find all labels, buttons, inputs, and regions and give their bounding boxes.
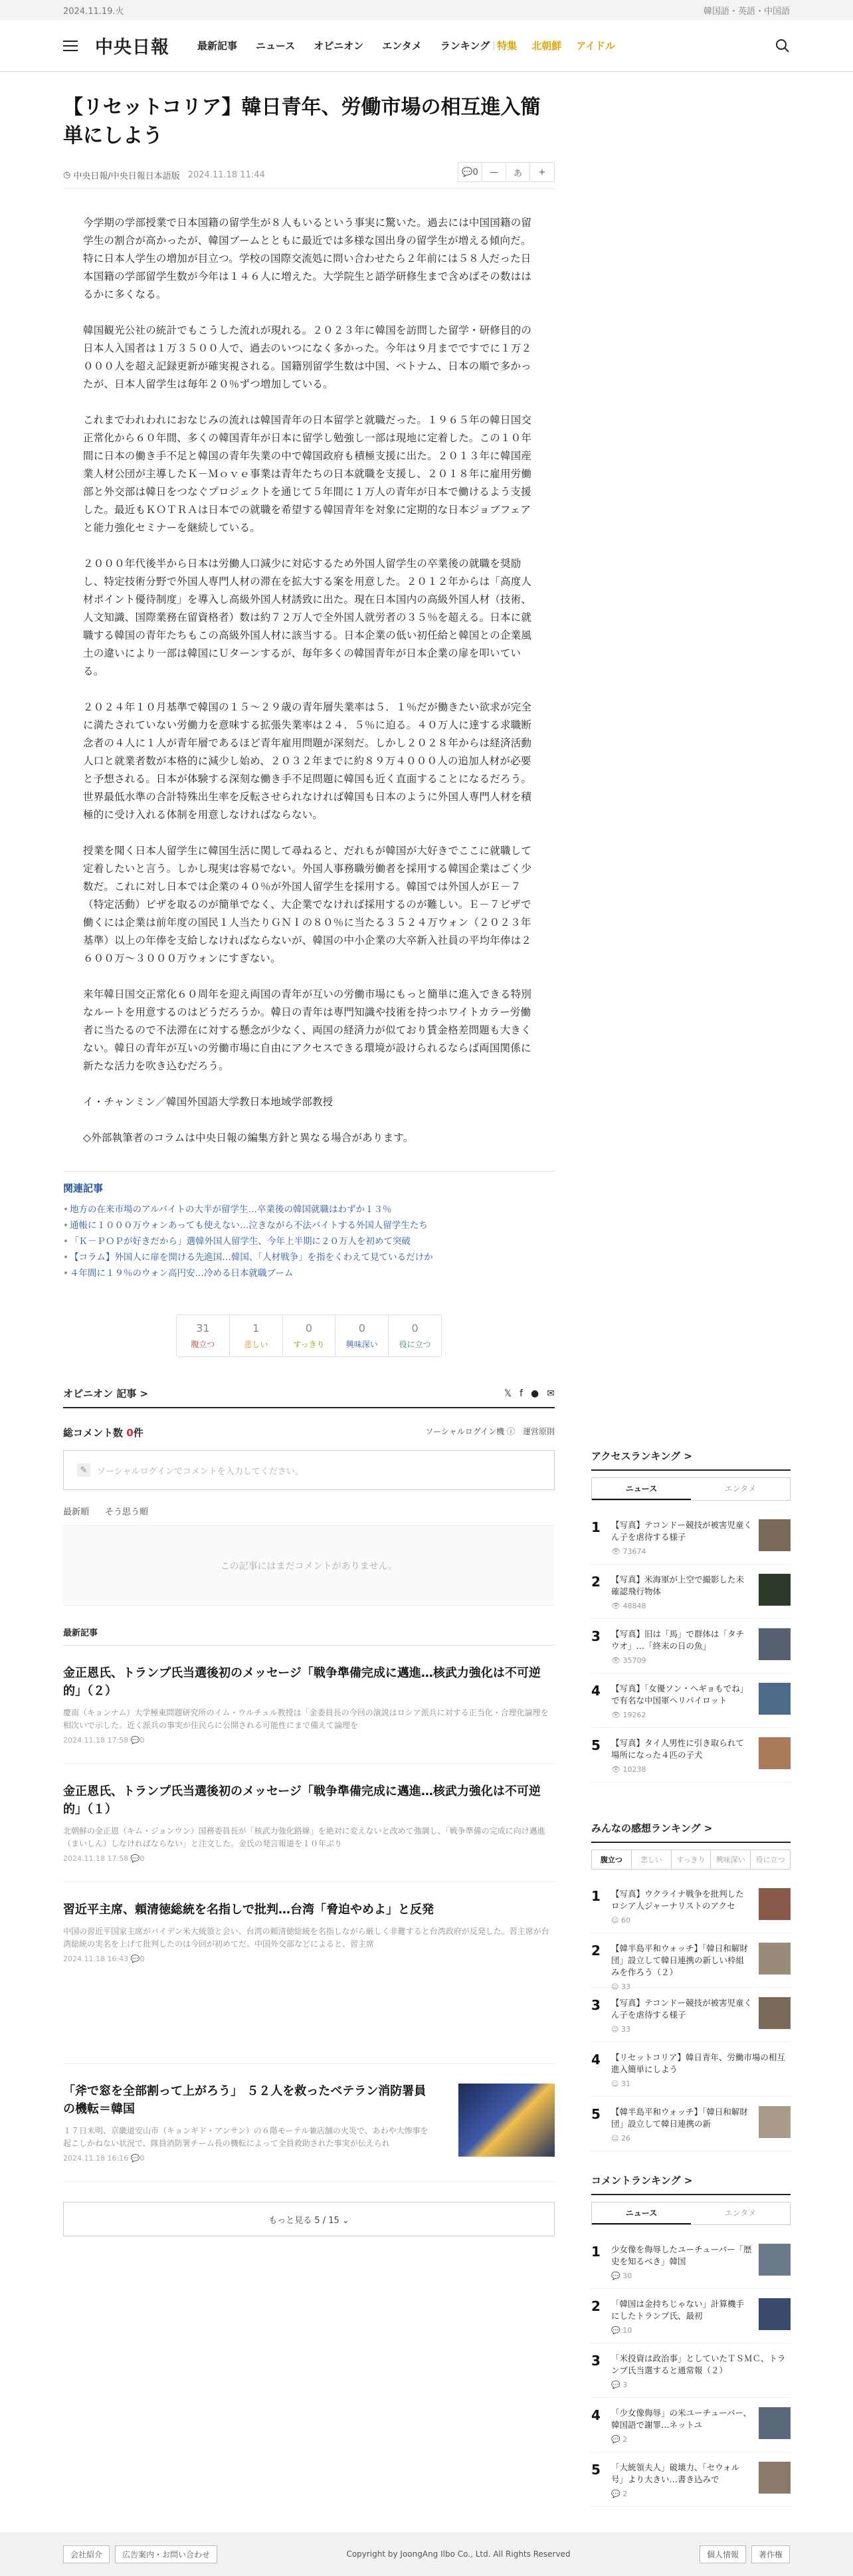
social-login-button[interactable]: ソーシャルログイン機 ⓘ	[425, 1427, 515, 1436]
opinion-bar	[63, 1386, 555, 1408]
tab-news[interactable]: ニュース	[592, 1478, 691, 1500]
tab-angry[interactable]: 腹立つ	[592, 1850, 632, 1869]
share-icons	[504, 1388, 555, 1399]
company-link[interactable]: 会社紹介	[63, 2545, 110, 2563]
rank-item[interactable]: 1 少女像を侮辱したユーチューバー「歴史を知るべき」韓国 💬 30	[591, 2234, 791, 2289]
top-utility-bar	[0, 0, 853, 20]
reaction-sad[interactable]: 1 悲しい	[230, 1315, 283, 1356]
menu-news[interactable]: ニュース	[256, 40, 296, 52]
load-more-button[interactable]: もっと見る 5 / 15 ⌄	[63, 2202, 555, 2236]
news-item[interactable]: 習近平主席、頼清徳総統を名指しで批判…台湾「脅迫やめよ」と反発 中国の習近平国家主席がバイデン米大統領と会い、台湾の頼清徳総統を名指しながら厳しく非難すると台湾政府が反発した。習主席が台湾総統の実名を上げて批判したのは今回が初めてだ。中国外交部などによると、習主席 2024.11.18 16:43 💬0	[63, 1882, 555, 2064]
menu-icon[interactable]	[63, 41, 78, 51]
rank-item[interactable]: 2 「韓国は金持ちじゃない」計算機手にしたトランプ氏、最初 💬 10	[591, 2289, 791, 2343]
latest-label: 最新記事	[63, 1626, 555, 1646]
paragraph: ２０２４年１０月基準で韓国の１５～２９歳の青年層失業率は５．１％だが働きたい欲求が完全に満たされていない労働力を意味する拡張失業率は２４．５％に迫る。４０万人に達する求職断念者の４人に１人が青年層であるほど青年雇用問題が深刻だ。しかし２０２８年からは経済活動人口と就業者数が本格的に減少し始め、２０３２年までに約８９万４０００人の追加人材が必要と予想される。日本が体験する深刻な働き手不足問題に韓国も近く直面することになるだろう。世界最低水準の合計特殊出生率を反転させられなければ韓国も日本のように外国人専門人材を積極的に受け入れる体制を用意しなければならない。	[83, 701, 532, 821]
reaction-interesting[interactable]: 0 興味深い	[335, 1315, 389, 1356]
article-meta	[63, 162, 555, 189]
paragraph: 今学期の学部授業で日本国籍の留学生が８人もいるという事実に驚いた。過去には中国国籍の留学生の割合が高かったが、韓国ブームとともに最近では多様な国出身の留学生が増える傾向だ。特に日本人学生の増加が目立つ。学校の国際交流処に問い合わせたら２年前には５８人だった日本国籍の学部留学生数が今年は１４６人に増えた。大学院生と語学研修生まで含めばその数ははるかに多くなる。	[83, 217, 532, 300]
rank-item[interactable]: 5 【韓半島平和ウォッチ】「韓日和解財団」設立して韓日連携の新 ☺ 26	[591, 2097, 791, 2151]
comment-count-button[interactable]: 💬 0	[458, 163, 482, 181]
sort-latest[interactable]: 最新順	[63, 1507, 90, 1517]
opinion-link[interactable]: オピニオン 記事 >	[63, 1388, 149, 1400]
reaction-bar	[176, 1315, 442, 1357]
rank-item[interactable]: 4 【リセットコリア】韓日青年、労働市場の相互進入簡単にしよう ☺ 31	[591, 2042, 791, 2097]
paragraph: 韓国観光公社の統計でもこうした流れが現れる。２０２３年に韓国を訪問した留学・研修目的の日本人入国者は１万３５００人で、過去のいつになく多かった。今年は９月までですでに１万２０００人を超え記録更新が確実視される。国籍別留学生数は中国、ベトナム、日本の順で多かったが、日本人留学生は毎年２０％ずつ増加している。	[83, 324, 532, 390]
paragraph: ２０００年代後半から日本は労働人口減少に対応するため外国人留学生の卒業後の就職を奨励し、特定技術分野で外国人専門人材の滞在を拡大する案を用意した。２０１２年からは「高度人材ポイント優待制度」を導入し高級外国人材誘致に出た。現在日本国内の高級外国人材（技術、人文知識、国際業務在留資格者）数は約７２万人で全外国人就労者の３５％を超える。日本に就職する韓国の青年たちもこの高級外国人材に該当する。日本企業の低い初任給と韓国との企業風土の違いにより一部は韓国にＵターンするが、毎年多くの韓国青年が日本企業の扉を叩いている。	[83, 558, 532, 677]
news-thumbnail	[458, 2084, 555, 2157]
comment-count: 0	[126, 1427, 134, 1439]
menu-latest[interactable]: 最新記事	[197, 40, 238, 52]
copyright: Copyright by JoongAng Ilbo Co., Ltd. All Rights Reserved	[346, 2549, 571, 2559]
author-line: イ・チャンミン／韓国外国語大学教日本地域学部教授	[83, 1096, 333, 1108]
clock-icon: ◷	[63, 170, 71, 180]
font-size-icon: あ	[506, 163, 530, 181]
font-increase-button[interactable]: +	[538, 167, 546, 177]
rank-item[interactable]: 1 【写真】ウクライナ戦争を批判したロシア人ジャーナリストのアクセ ☺ 60	[591, 1879, 791, 1933]
related-link[interactable]: • 【コラム】外国人に扉を開ける先進国…韓国、「人材戦争」を指をくわえて見ているだけか	[63, 1249, 555, 1265]
primary-menu	[197, 39, 490, 53]
menu-ranking[interactable]: ランキング	[440, 40, 490, 52]
article-date: 2024.11.18 11:44	[187, 170, 265, 180]
current-date: 2024.11.19.火	[63, 6, 124, 17]
rank-item[interactable]: 3 【写真】テコンドー競技が被害児童くん子を虐待する様子 ☺ 33	[591, 1988, 791, 2042]
site-logo[interactable]: 中央日報	[95, 37, 169, 58]
rank-item[interactable]: 4 【写真】「女優ソン・ヘギョもでね」で有名な中国軍ヘリパイロット 👁 19262	[591, 1673, 791, 1728]
comment-ranking-title[interactable]: コメントランキング >	[591, 2173, 791, 2195]
related-articles	[63, 1171, 555, 1281]
reaction-refreshed[interactable]: 0 すっきり	[283, 1315, 336, 1356]
related-title: 関連記事	[63, 1182, 104, 1194]
copyright-link[interactable]: 著作権	[751, 2545, 790, 2563]
article-source[interactable]: 中央日報/中央日報日本語版	[73, 171, 180, 181]
tab-sad[interactable]: 悲しい	[632, 1850, 672, 1869]
paragraph: 授業を聞く日本人留学生に韓国生活に関して尋ねると、だれもが韓国が大好きでここに就職して定着したいと言う。しかし現実は容易でない。外国人事務職労働者を採用する韓国企業はごく少数だ。これに対し日本では企業の４０％が外国人留学生を採用する。韓国では外国人がＥ－７（特定活動）ビザを取るのが簡単でなく、大企業でなければ採用するのが難しい。Ｅ－７ビザで働くには企業は前年度の国民１人当たりＧＮＩの８０％に当たる３５２４万ウォン（２０２３年基準）以上の年俸を支給しなければならないが、韓国の中小企業の大卒新入社員の平均年俸は２６００万～３０００万ウォンにすぎない。	[83, 845, 532, 964]
comment-input[interactable]	[63, 1450, 555, 1490]
rules-link[interactable]: 運営原則	[522, 1427, 555, 1436]
rank-item[interactable]: 2 【韓半島平和ウォッチ】「韓日和解財団」設立して韓日連携の新しい枠組みを作ろう（２） ☺ 33	[591, 1933, 791, 1988]
news-item[interactable]: 「斧で窓を全部割って上がろう」 ５２人を救ったベテラン消防署員の機転＝韓国 １７日未明、京畿道安山市（キョンギド・アンサン）の６階モーテル兼店舗の火災で、あわや大惨事を起こしかねない状況で、隊員消防署チーム長の機転によって全員救助された事実が伝えられ 2024.11.18 16:16 💬0	[63, 2064, 555, 2182]
privacy-link[interactable]: 個人情報	[700, 2545, 746, 2563]
tab-useful[interactable]: 役に立つ	[755, 1856, 785, 1864]
comment-placeholder: ソーシャルログインでコメントを入力してください。	[97, 1466, 304, 1477]
access-ranking-title[interactable]: アクセスランキング >	[591, 1449, 791, 1471]
rank-item[interactable]: 2 【写真】米海軍が上空で撮影した未確認飛行物体 👁 48848	[591, 1564, 791, 1619]
language-links[interactable]: 韓国語・英語・中国語	[703, 6, 790, 17]
search-icon[interactable]	[775, 39, 790, 53]
rank-item[interactable]: 3 「米投資は政治事」としていたＴＳＭＣ、トランプ氏当選すると通常報（２） 💬 3	[591, 2343, 791, 2398]
menu-entertainment[interactable]: エンタメ	[382, 40, 422, 52]
pencil-icon: ✎	[77, 1463, 90, 1477]
comments-header: 総コメント数 0件 ソーシャルログイン機 ⓘ 運営原則	[63, 1427, 555, 1439]
news-item[interactable]: 金正恩氏、トランプ氏当選後初のメッセージ「戦争準備完成に邁進…核武力強化は不可逆的」（２） 慶南（キョンナム）大学極東問題研究所のイム・ウルチュル教授は「金委員長の今回の演説はロシア派兵に対する正当化・合理化論理を相次いで示した。近く派兵の事実が住民らに公開される可能性にまで備えて論理を 2024.11.18 17:58 💬0	[63, 1646, 555, 1764]
reaction-useful[interactable]: 0 役に立つ	[399, 1322, 431, 1349]
ad-contact-link[interactable]: 広告案内・お問い合わせ	[115, 2545, 217, 2563]
rank-item[interactable]: 5 【写真】タイ人男性に引き取られて場所になった４匹の子犬 👁 10238	[591, 1728, 791, 1782]
main-nav	[0, 20, 853, 72]
menu-north-korea[interactable]: 北朝鮮	[531, 40, 562, 52]
disclaimer: ◇外部執筆者のコラムは中央日報の編集方針と異なる場合があります。	[83, 1132, 414, 1144]
paragraph: 来年韓日国交正常化６０周年を迎え両国の青年が互いの労働市場にもっと簡単に進入できる特別なルートを用意するのはどうだろうか。韓日の青年は専門知識や技術を持つホワイトカラー労働者に当たるので不法滞在に対する懸念が少なく、両国の経済力が似ており賃金格差問題も大きくない。韓日の青年が互いの労働市場に自由にアクセスできる環境が設けられるならば両国関係に新たな活力を吹き込むだろう。	[83, 988, 532, 1072]
tab-entertainment[interactable]: エンタメ	[724, 2208, 757, 2218]
article-title: 【リセットコリア】韓日青年、労働市場の相互進入簡単にしよう	[63, 96, 541, 148]
related-link[interactable]: • 「Ｋ－ＰＯＰが好きだから」選韓外国人留学生、今年上半期に２０万人を初めて突破	[63, 1234, 555, 1249]
menu-idol[interactable]: アイドル	[576, 40, 615, 52]
article	[63, 93, 555, 2236]
tab-refreshed[interactable]: すっきり	[672, 1850, 711, 1869]
related-link[interactable]: • 通帳に１０００万ウォンあっても使えない…泣きながら不法バイトする外国人留学生たち	[63, 1218, 555, 1234]
access-ranking	[591, 1449, 791, 1782]
feel-ranking-title[interactable]: みんなの感想ランキング >	[591, 1821, 791, 1843]
paragraph: これまでわれわれにおなじみの流れは韓国青年の日本留学と就職だった。１９６５年の韓日国交正常化から６０年間、多くの韓国青年が日本に留学し勉強し一部は現地に定着した。この１０年間に日本の働き手不足と韓国の青年失業の中で韓国政府も積極支援に出た。２０１３年に韓国産業人材公団が主導したＫ－Ｍｏｖｅ事業は青年たちの日本就職を支援し、２０１８年に雇用労働部と外交部は韓日をつなぐプロジェクトを通じて５年間に１万人の青年が日本で働けるよう支援した。最近もＫＯＴＲＡは日本での就職を希望する韓国青年を対象に定期的な日本ジョブフェアと能力強化セミナーを継続している。	[83, 414, 532, 534]
article-tools	[458, 162, 555, 182]
facebook-share-icon[interactable]: f	[520, 1388, 523, 1399]
footer	[0, 2532, 853, 2576]
sort-agree[interactable]: そう思う順	[105, 1507, 149, 1517]
rank-item[interactable]: 1 【写真】テコンドー競技が被害児童くん子を虐待する様子 👁 73674	[591, 1510, 791, 1564]
comment-ranking	[591, 2173, 791, 2507]
related-link[interactable]: • 地方の在来市場のアルバイトの大半が留学生…卒業後の韓国就職はわずか１３％	[63, 1202, 555, 1218]
font-decrease-button[interactable]: —	[482, 163, 506, 181]
article-body	[63, 214, 555, 1147]
line-share-icon[interactable]: ●	[531, 1388, 539, 1399]
mail-share-icon[interactable]: ✉	[547, 1388, 555, 1399]
rank-item[interactable]: 4 「少女像侮辱」の米ユーチューバー、韓国語で謝罪…ネットユ 💬 2	[591, 2398, 791, 2452]
tab-interesting[interactable]: 興味深い	[711, 1850, 751, 1869]
tab-news[interactable]: ニュース	[592, 2202, 691, 2224]
reaction-angry[interactable]: 31 腹立つ	[177, 1315, 230, 1356]
feel-ranking	[591, 1821, 791, 2151]
rank-item[interactable]: 5 「大統領夫人」破壊力、「セウォル号」より大きい…書き込みで 💬 2	[591, 2452, 791, 2507]
rank-item[interactable]: 3 【写真】旧は「馬」で群体は「タチウオ」…「終末の日の魚」 👁 35709	[591, 1619, 791, 1673]
comment-sort	[63, 1505, 555, 1526]
related-link[interactable]: • ４年間に１９％のウォン高円安…冷める日本就職ブーム	[63, 1265, 555, 1281]
tab-entertainment[interactable]: エンタメ	[724, 1484, 757, 1493]
news-item[interactable]: 金正恩氏、トランプ氏当選後初のメッセージ「戦争準備完成に邁進…核武力強化は不可逆的」（１） 北朝鮮の金正恩（キム・ジョンウン）国務委員長が「核武力強化路線」を絶対に変えないと改めて強調し、「戦争準備の完成に向け邁進（まいしん）しなければならない」と注文した。金氏の発言報道を１０年ぶり 2024.11.18 17:58 💬0	[63, 1764, 555, 1882]
x-share-icon[interactable]: 𝕏	[504, 1388, 512, 1399]
no-comments: この記事にはまだコメントがありません。	[63, 1526, 555, 1606]
secondary-menu	[497, 39, 615, 53]
menu-opinion[interactable]: オピニオン	[314, 40, 364, 52]
menu-special[interactable]: 特集	[497, 40, 518, 52]
